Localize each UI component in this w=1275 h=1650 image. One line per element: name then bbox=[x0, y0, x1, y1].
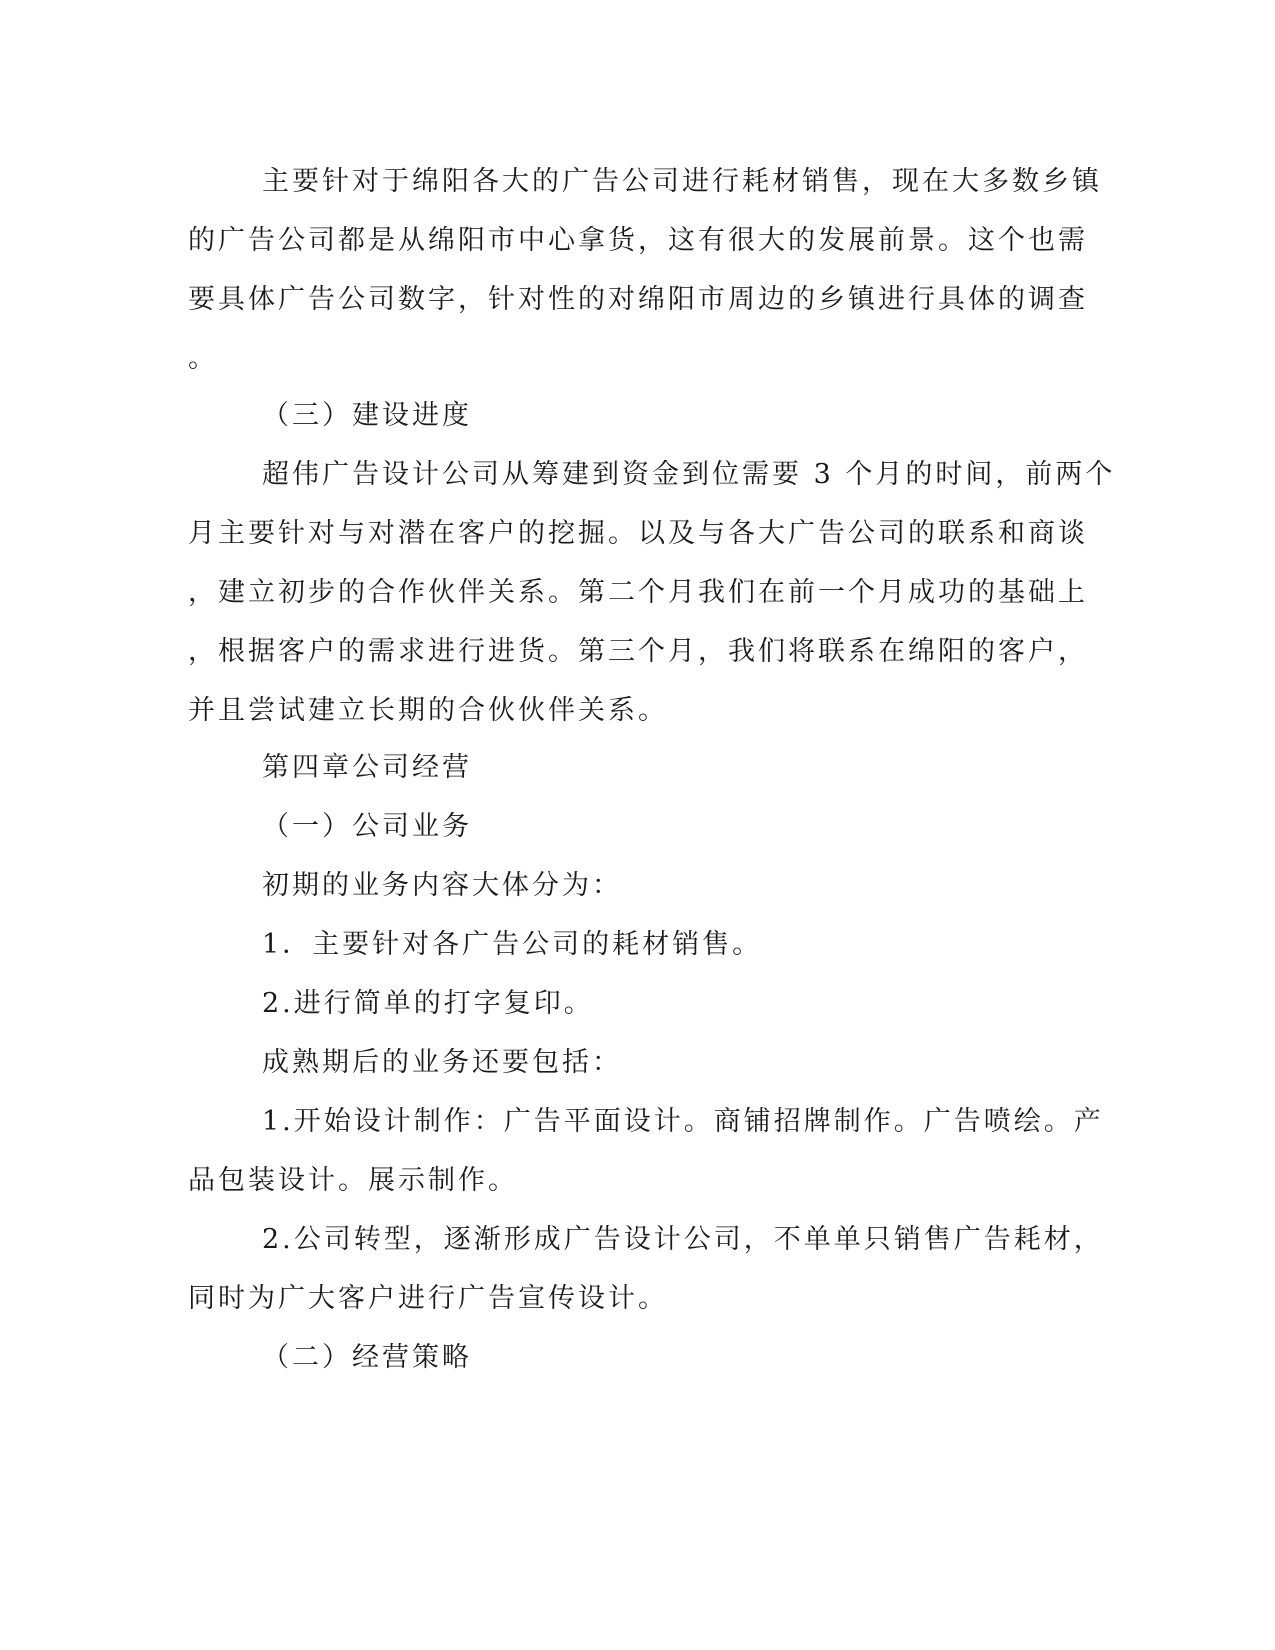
list-item-2: 2.进行简单的打字复印。 bbox=[262, 988, 594, 1019]
chapter-heading: 第四章公司经营 bbox=[262, 752, 472, 783]
section-heading-company-business: （一）公司业务 bbox=[262, 811, 472, 842]
list-item-4: 2.公司转型，逐渐形成广告设计公司，不单单只销售广告耗材， bbox=[262, 1224, 1104, 1255]
paragraph-line-9: 并且尝试建立长期的合伙伙伴关系。 bbox=[188, 695, 668, 726]
paragraph-line-5: 超伟广告设计公司从筹建到资金到位需要 3 个月的时间，前两个 bbox=[262, 459, 1116, 490]
paragraph-line-11: 成熟期后的业务还要包括： bbox=[262, 1047, 622, 1078]
paragraph-line-1: 主要针对于绵阳各大的广告公司进行耗材销售，现在大多数乡镇 bbox=[262, 166, 1102, 197]
paragraph-line-4: 。 bbox=[188, 343, 218, 374]
paragraph-line-8: ，根据客户的需求进行进货。第三个月，我们将联系在绵阳的客户， bbox=[188, 636, 1088, 667]
paragraph-line-10: 初期的业务内容大体分为： bbox=[262, 870, 622, 901]
list-item-1: 1．主要针对各广告公司的耗材销售。 bbox=[262, 929, 763, 960]
list-item-3: 1.开始设计制作：广告平面设计。商铺招牌制作。广告喷绘。产 bbox=[262, 1106, 1104, 1137]
section-heading-construction-progress: （三）建设进度 bbox=[262, 400, 472, 431]
paragraph-line-3: 要具体广告公司数字，针对性的对绵阳市周边的乡镇进行具体的调查 bbox=[188, 284, 1088, 315]
paragraph-line-2: 的广告公司都是从绵阳市中心拿货，这有很大的发展前景。这个也需 bbox=[188, 225, 1088, 256]
paragraph-line-6: 月主要针对与对潜在客户的挖掘。以及与各大广告公司的联系和商谈 bbox=[188, 518, 1088, 549]
section-heading-business-strategy: （二）经营策略 bbox=[262, 1342, 472, 1373]
list-item-4-continued: 同时为广大客户进行广告宣传设计。 bbox=[188, 1283, 668, 1314]
paragraph-line-7: ，建立初步的合作伙伴关系。第二个月我们在前一个月成功的基础上 bbox=[188, 577, 1088, 608]
list-item-3-continued: 品包装设计。展示制作。 bbox=[188, 1165, 518, 1196]
